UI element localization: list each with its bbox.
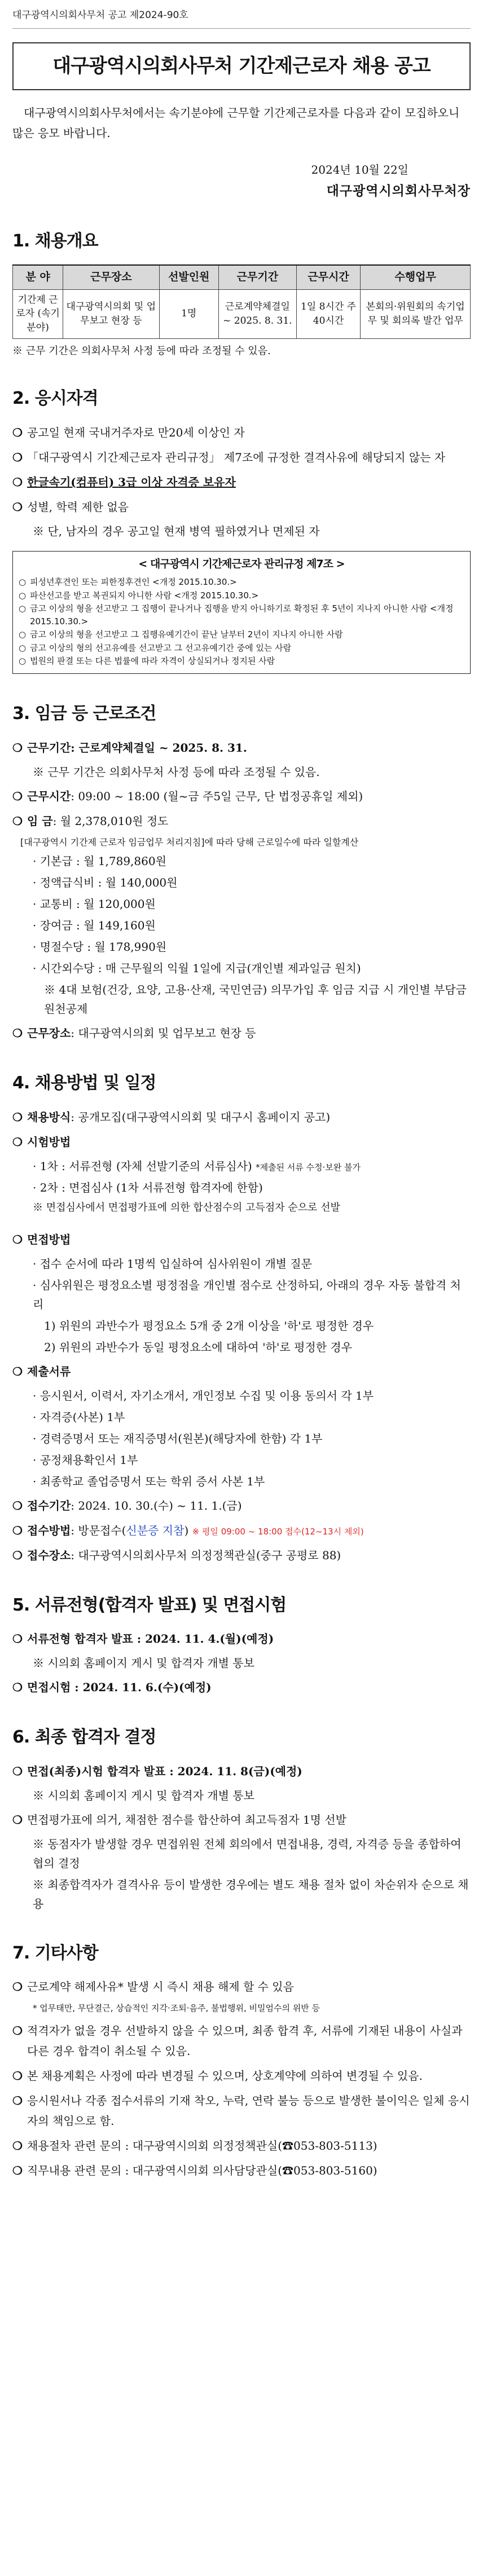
list-item: ❍ 면접평가표에 의거, 채점한 점수를 합산하여 최고득점자 1명 선발 [12,1812,346,1827]
doc-item: · 경력증명서 또는 재직증명서(원본)(해당자에 한함) 각 1부 [33,1431,323,1445]
list-item: ❍ 성별, 학력 제한 없음 [12,500,129,514]
list-item: ❍ 적격자가 없을 경우 선발하지 않을 수 있으며, 최종 합격 후, 서류에 기재된 내용이 사실과 다른 경우 합격이 취소될 수 있음. [12,2023,463,2058]
notice-note: ※ 시의회 홈페이지 게시 및 합격자 개별 통보 [33,1656,254,1670]
table-cell: 본회의·위원회의 속기업무 및 회의록 발간 업무 [361,289,471,338]
intro-text: 대구광역시의회사무처에서는 속기분야에 근무할 기간제근로자를 다음과 같이 모집하오니 많은 응모 바랍니다. [12,106,460,140]
interview-item: 2) 위원의 과반수가 동일 평정요소에 대하여 '하'로 평정한 경우 [44,1340,353,1354]
table-cell: 1명 [159,289,218,338]
list-item: ❍ 직무내용 관련 문의 : 대구광역시의회 의사담당관실(☎053-803-5160) [12,2163,377,2177]
page-title: 대구광역시의회사무처 기간제근로자 채용 공고 [12,42,471,90]
list-item: ❍ 서류전형 합격자 발표 : 2024. 11. 4.(월)(예정) [12,1632,274,1646]
section-1-title: 1. 채용개요 [12,231,98,251]
list-item: ❍ 근무장소: 대구광역시의회 및 업무보고 현장 등 [12,1026,256,1040]
list-item: ❍ 면접시험 : 2024. 11. 6.(수)(예정) [12,1680,212,1694]
dismissal-note: * 업무태만, 무단결근, 상습적인 지각·조퇴·음주, 불법행위, 비밀엄수의 위반 등 [33,2003,320,2013]
table-row [13,289,471,338]
issuing-org: 대구광역시의회사무처장 [326,183,471,199]
table-cell: 기간제 근로자 (속기분야) [13,289,63,338]
list-item: ❍ 공고일 현재 국내거주자로 만20세 이상인 자 [12,425,245,439]
section-4-title: 4. 채용방법 및 일정 [12,1073,156,1093]
list-item: ❍ 「대구광역시 기간제근로자 관리규정」 제7조에 규정한 결격사유에 해당되지 않는 자 [12,450,446,464]
list-item: ❍ 접수장소: 대구광역시의회사무처 의정정책관실(중구 공평로 88) [12,1548,341,1562]
insurance-note: ※ 4대 보험(건강, 요양, 고용·산재, 국민연금) 의무가입 후 임금 지급 시 개인별 부담금 원천공제 [44,983,467,1016]
wage-item: · 시간외수당 : 매 근무월의 익월 1일에 지급(개인별 제과일금 원치) [33,961,361,976]
list-item: ○ 파산선고를 받고 복권되지 아니한 사람 <개정 2015.10.30.> [19,590,259,601]
list-item: ❍ 면접방법 [12,1232,71,1246]
list-item: ❍ 접수기간: 2024. 10. 30.(수) ~ 11. 1.(금) [12,1498,242,1512]
section-7-title: 7. 기타사항 [12,1943,98,1963]
table-header: 근무장소 [63,265,159,289]
section-6-title: 6. 최종 합격자 결정 [12,1727,156,1747]
list-item: ❍ 접수방법: 방문접수(신분증 지참) ※ 평일 09:00 ~ 18:00 접수(12~13시 제외) [12,1523,364,1537]
table-header: 수행업무 [361,265,471,289]
list-item: ❍ 채용방식: 공개모집(대구광역시의회 및 대구시 홈페이지 공고) [12,1110,331,1124]
list-item: ❍ 근무기간: 근로계약체결일 ~ 2025. 8. 31. [12,740,247,755]
list-item: ❍ 한글속기(컴퓨터) 3급 이상 자격증 보유자 [12,475,236,489]
table-header: 선발인원 [159,265,218,289]
exam-step: · 2차 : 면접심사 (1차 서류전형 합격자에 한함) [33,1180,263,1194]
doc-item: · 자격증(사본) 1부 [33,1410,125,1424]
doc-item: · 최종학교 졸업증명서 또는 학위 증서 사본 1부 [33,1474,265,1488]
list-item: ❍ 시험방법 [12,1135,71,1149]
wage-item: · 정액급식비 : 월 140,000원 [33,876,178,890]
notice-date: 2024년 10월 22일 [311,163,409,177]
section-2-title: 2. 응시자격 [12,389,98,409]
recruitment-overview-table [12,264,471,338]
list-item: ○ 피성년후견인 또는 피한정후견인 <개정 2015.10.30.> [19,577,237,588]
table-cell: 근로계약체결일 ~ 2025. 8. 31. [218,289,296,338]
list-item: ❍ 임 금: 월 2,378,010원 정도 [12,814,169,828]
notice-number: 대구광역시의회사무처 공고 제2024-90호 [12,0,471,29]
list-item: ❍ 면접(최종)시험 합격자 발표 : 2024. 11. 8(금)(예정) [12,1764,302,1778]
table-header: 분 야 [13,265,63,289]
section-3-title: 3. 임금 등 근로조건 [12,704,156,724]
list-item: ❍ 채용절차 관련 문의 : 대구광역시의회 의정정책관실(☎053-803-5113) [12,2138,377,2152]
table-header: 근무시간 [296,265,361,289]
interview-item: 1) 위원의 과반수가 평정요소 5개 중 2개 이상을 '하'로 평정한 경우 [44,1318,374,1333]
list-item: ○ 금고 이상의 형을 선고받고 그 집행이 끝나거나 집행을 받지 아니하기로 확정된 후 5년이 지나지 아니한 사람 <개정 2015.10.30.> [19,603,454,627]
military-note: ※ 단, 남자의 경우 공고일 현재 병역 필하였거나 면제된 자 [33,524,320,538]
list-item: ○ 금고 이상의 형을 선고받고 그 집행유예기간이 끝난 날부터 2년이 지나지 아니한 사람 [19,629,343,640]
doc-item: · 응시원서, 이력서, 자기소개서, 개인정보 수집 및 이용 동의서 각 1부 [33,1388,374,1402]
wage-note: [대구광역시 기간제 근로자 임금업무 처리지침]에 따라 당해 근로일수에 따라 일할계산 [20,836,359,848]
list-item: ○ 금고 이상의 형의 선고유예를 선고받고 그 선고유예기간 중에 있는 사람 [19,642,292,653]
exam-note: ※ 면접심사에서 면접평가표에 의한 합산점수의 고득점자 순으로 선발 [33,1201,340,1214]
wage-item: · 교통비 : 월 120,000원 [33,897,156,911]
period-note: ※ 근무 기간은 의회사무처 사정 등에 따라 조정될 수 있음. [33,765,320,779]
vacancy-note: ※ 최종합격자가 결격사유 등이 발생한 경우에는 별도 채용 절차 없이 차순위자 순으로 채용 [33,1877,469,1911]
list-item: ❍ 본 채용계획은 사정에 따라 변경될 수 있으며, 상호계약에 의하여 변경될 수 있음. [12,2068,423,2083]
notice-note: ※ 시의회 홈페이지 게시 및 합격자 개별 통보 [33,1788,254,1802]
table-cell: 대구광역시의회 및 업무보고 현장 등 [63,289,159,338]
table-cell: 1일 8시간 주 40시간 [296,289,361,338]
list-item: ○ 법원의 판결 또는 다른 법률에 따라 자격이 상실되거나 정지된 사람 [19,655,275,666]
table-header: 근무기간 [218,265,296,289]
tie-note: ※ 동점자가 발생할 경우 면접위원 전체 회의에서 면접내용, 경력, 자격증 등을 종합하여 협의 결정 [33,1837,462,1870]
wage-item: · 기본급 : 월 1,789,860원 [33,854,166,868]
list-item: ❍ 근로계약 해제사유* 발생 시 즉시 채용 해제 할 수 있음 [12,1980,294,1993]
interview-item: · 심사위원은 평정요소별 평정점을 개인별 점수로 산정하되, 아래의 경우 자동 불합격 처리 [33,1278,461,1311]
interview-item: · 접수 순서에 따라 1명씩 입실하여 심사위원이 개별 질문 [33,1256,312,1271]
period-note: ※ 근무 기간은 의회사무처 사정 등에 따라 조정될 수 있음. [12,345,271,357]
list-item: ❍ 제출서류 [12,1364,71,1378]
wage-item: · 명절수당 : 월 178,990원 [33,940,167,954]
list-item: ❍ 응시원서나 각종 접수서류의 기재 착오, 누락, 연락 불능 등으로 발생한 불이익은 일체 응시자의 책임으로 함. [12,2093,470,2128]
doc-item: · 공정채용확인서 1부 [33,1453,138,1467]
box-title: < 대구광역시 기간제근로자 관리규정 제7조 > [138,557,345,570]
list-item: ❍ 근무시간: 09:00 ~ 18:00 (월~금 주5일 근무, 단 법정공휴일 제외) [12,789,363,803]
disqualification-box [12,551,471,674]
section-5-title: 5. 서류전형(합격자 발표) 및 면접시험 [12,1595,287,1615]
wage-item: · 장여금 : 월 149,160원 [33,919,156,933]
exam-step: · 1차 : 서류전형 (자체 선발기준의 서류심사) *제출된 서류 수정·보완 불가 [33,1159,361,1173]
